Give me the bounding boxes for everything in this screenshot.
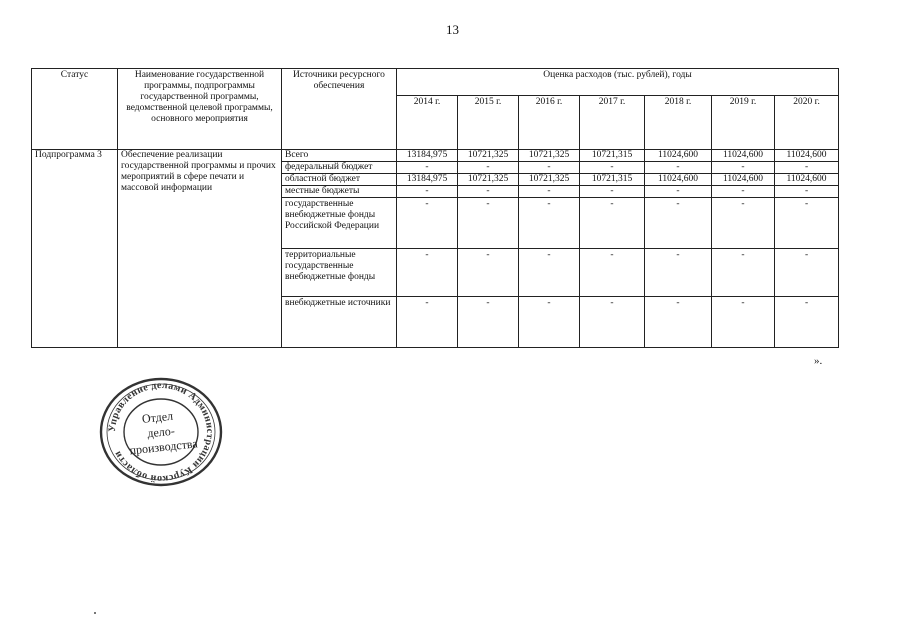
source-label: федеральный бюджет <box>282 162 397 174</box>
value-cell: - <box>712 198 775 249</box>
value-cell: - <box>580 198 645 249</box>
value-cell: 10721,325 <box>519 150 580 162</box>
source-label: территориальные государственные внебюджетные фонды <box>282 249 397 297</box>
value-cell: - <box>775 198 839 249</box>
value-cell: - <box>645 249 712 297</box>
closing-quote: ». <box>814 355 823 367</box>
value-cell: - <box>645 198 712 249</box>
value-cell: - <box>458 297 519 348</box>
value-cell: - <box>519 297 580 348</box>
value-cell: - <box>775 162 839 174</box>
expense-table <box>31 68 839 348</box>
value-cell: - <box>580 186 645 198</box>
value-cell: - <box>397 297 458 348</box>
value-cell: - <box>397 186 458 198</box>
source-label: государственные внебюджетные фонды Российской Федерации <box>282 198 397 249</box>
header-year-2015: 2015 г. <box>458 96 519 150</box>
header-sources: Источники ресурсного обеспечения <box>282 69 397 150</box>
header-estimate: Оценка расходов (тыс. рублей), годы <box>397 69 839 96</box>
header-status: Статус <box>32 69 118 150</box>
value-cell: - <box>775 297 839 348</box>
value-cell: - <box>775 249 839 297</box>
value-cell: 11024,600 <box>645 174 712 186</box>
header-year-2019: 2019 г. <box>712 96 775 150</box>
value-cell: 11024,600 <box>712 174 775 186</box>
value-cell: - <box>712 162 775 174</box>
value-cell: 10721,315 <box>580 150 645 162</box>
value-cell: - <box>519 198 580 249</box>
value-cell: - <box>645 162 712 174</box>
stamp-ring-text: Управление делами Администрации Курской области <box>106 379 216 485</box>
value-cell: - <box>458 249 519 297</box>
value-cell: 10721,325 <box>519 174 580 186</box>
row-name: Обеспечение реализации государственной программы и прочих мероприятий в сфере печати и массовой информации <box>118 150 282 348</box>
source-label: местные бюджеты <box>282 186 397 198</box>
stamp-center-line: производства <box>128 436 199 458</box>
header-year-2020: 2020 г. <box>775 96 839 150</box>
value-cell: 11024,600 <box>775 150 839 162</box>
value-cell: 11024,600 <box>775 174 839 186</box>
source-label: внебюджетные источники <box>282 297 397 348</box>
value-cell: - <box>519 186 580 198</box>
stamp-center-line: дело- <box>146 423 176 441</box>
official-stamp <box>96 376 226 488</box>
value-cell: - <box>397 198 458 249</box>
value-cell: - <box>519 249 580 297</box>
value-cell: - <box>458 162 519 174</box>
stamp-center-line: Отдел <box>141 408 174 426</box>
scan-speck <box>94 612 96 614</box>
value-cell: - <box>645 186 712 198</box>
page-number: 13 <box>446 22 459 37</box>
value-cell: 13184,975 <box>397 150 458 162</box>
value-cell: - <box>580 249 645 297</box>
value-cell: - <box>397 162 458 174</box>
value-cell: - <box>519 162 580 174</box>
value-cell: 10721,325 <box>458 174 519 186</box>
value-cell: 10721,315 <box>580 174 645 186</box>
value-cell: 11024,600 <box>712 150 775 162</box>
value-cell: - <box>712 186 775 198</box>
value-cell: 13184,975 <box>397 174 458 186</box>
value-cell: - <box>775 186 839 198</box>
value-cell: - <box>712 249 775 297</box>
source-label: областной бюджет <box>282 174 397 186</box>
header-year-2016: 2016 г. <box>519 96 580 150</box>
source-label: Всего <box>282 150 397 162</box>
header-year-2018: 2018 г. <box>645 96 712 150</box>
row-status: Подпрограмма 3 <box>32 150 118 348</box>
value-cell: - <box>458 198 519 249</box>
header-year-2014: 2014 г. <box>397 96 458 150</box>
value-cell: - <box>580 162 645 174</box>
header-name: Наименование государственной программы, подпрограммы государственной программы, ведомственной целевой программы, основного мероприятия <box>118 69 282 150</box>
value-cell: 10721,325 <box>458 150 519 162</box>
value-cell: - <box>645 297 712 348</box>
value-cell: - <box>580 297 645 348</box>
value-cell: - <box>397 249 458 297</box>
value-cell: - <box>458 186 519 198</box>
value-cell: - <box>712 297 775 348</box>
table-row <box>32 150 839 162</box>
header-year-2017: 2017 г. <box>580 96 645 150</box>
value-cell: 11024,600 <box>645 150 712 162</box>
